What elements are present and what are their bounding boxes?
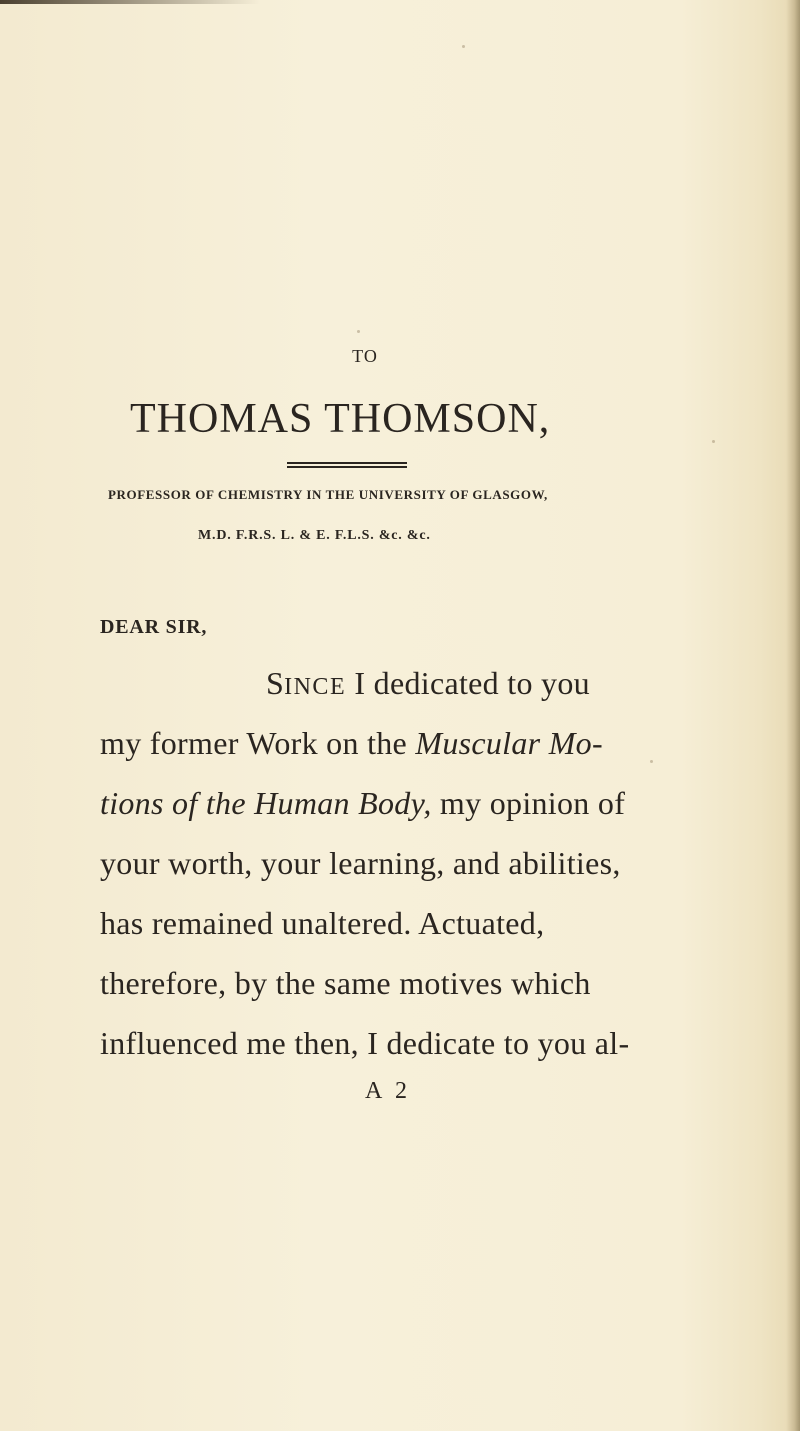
page-top-edge: [0, 0, 260, 4]
drop-cap: S: [266, 665, 285, 701]
paper-speck: [712, 440, 715, 443]
letter-line-6: therefore, by the same motives which: [100, 965, 591, 1001]
letter-salutation: DEAR SIR,: [100, 616, 208, 638]
dedicatee-name: THOMAS THOMSON,: [130, 396, 551, 442]
dedication-to: TO: [352, 346, 378, 366]
small-caps-word: INCE: [284, 674, 347, 700]
work-title-part-2: tions of the Human Body,: [100, 785, 432, 821]
dedicatee-professorship: PROFESSOR OF CHEMISTRY IN THE UNIVERSITY OF GLASGOW,: [108, 487, 548, 502]
letter-line-3-text: my opinion of: [431, 785, 626, 821]
letter-line-7: influenced me then, I dedicate to you al-: [100, 1025, 630, 1061]
paper-speck: [357, 330, 360, 333]
letter-line-1: [266, 665, 800, 702]
dedicatee-degrees: M.D. F.R.S. L. & E. F.L.S. &c. &c.: [198, 528, 431, 543]
letter-line-3: [100, 785, 800, 822]
letter-line-5: has remained unaltered. Actuated,: [100, 905, 545, 941]
work-title-part-1: Muscular Mo-: [415, 725, 603, 761]
signature-mark: A 2: [365, 1078, 412, 1104]
letter-line-2: [100, 725, 800, 762]
letter-line-1-text: I dedicated to you: [346, 665, 590, 701]
page-right-edge: [786, 0, 800, 1431]
double-rule-divider: [287, 462, 407, 468]
paper-speck: [650, 760, 653, 763]
letter-line-2-text: my former Work on the: [100, 725, 416, 761]
letter-line-4: your worth, your learning, and abilities,: [100, 845, 621, 881]
paper-speck: [462, 45, 465, 48]
